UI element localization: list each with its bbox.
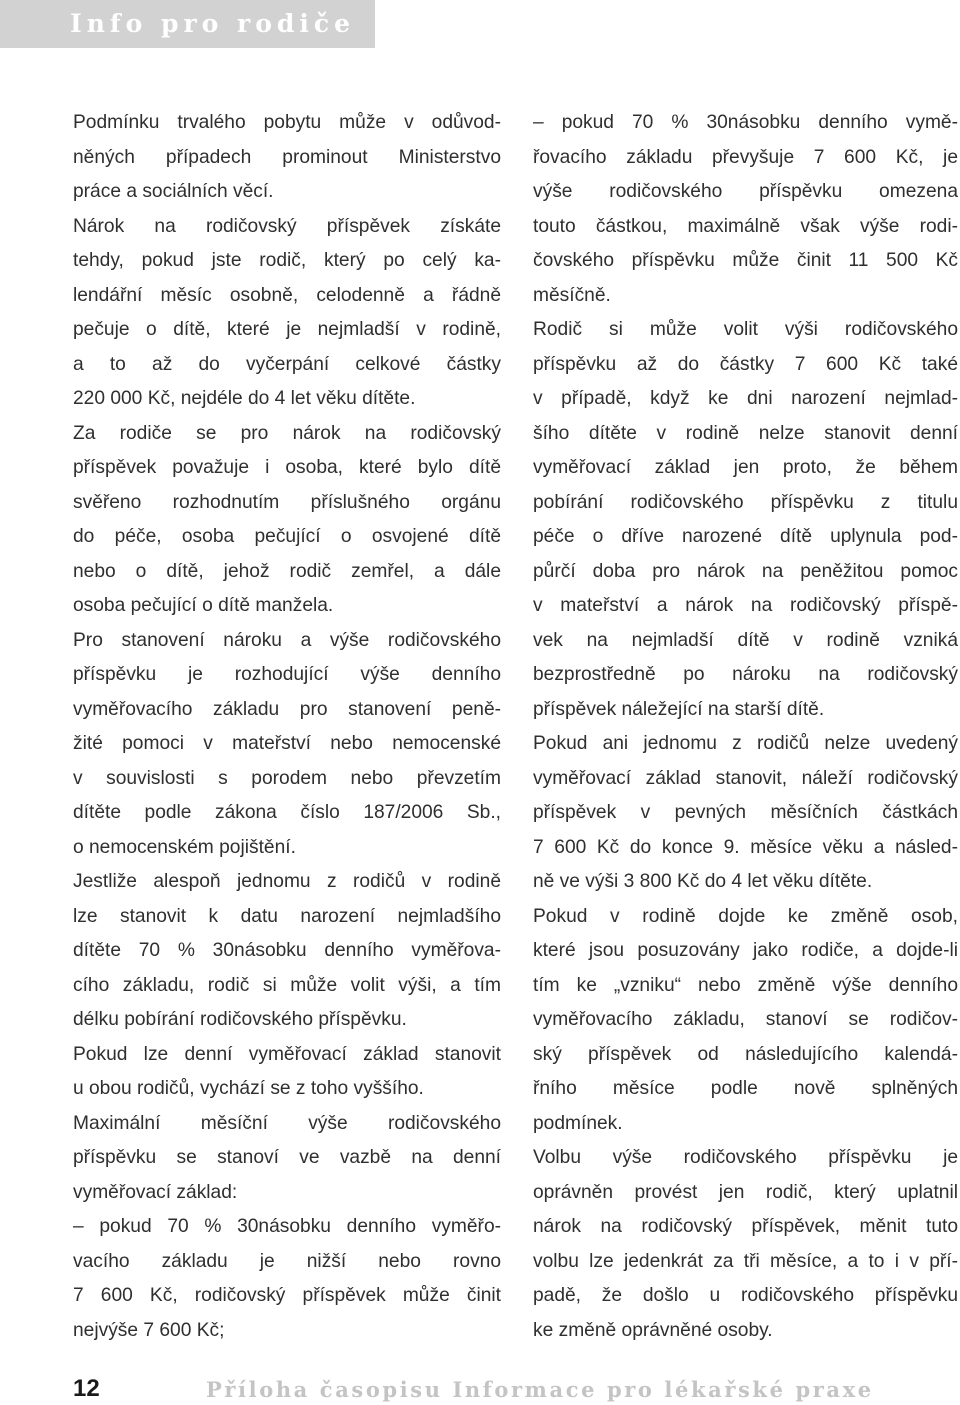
text-line: vek na nejmladší dítě v rodině vzniká <box>533 629 958 651</box>
text-line: Jestliže alespoň jednomu z rodičů v rodině <box>73 871 501 892</box>
text-line: Pokud ani jednomu z rodičů nelze uvedený <box>533 733 958 754</box>
text-line: cího základu, rodič si může volit výši, a tím <box>73 974 501 996</box>
text-line: dítěte 70 % 30násobku denního vyměřova- <box>73 940 501 961</box>
text-line: Pokud lze denní vyměřovací základ stanovit <box>73 1043 501 1065</box>
text-line: nebo o dítě, jehož rodič zemřel, a dále <box>73 560 501 582</box>
right-text-column <box>533 106 958 1348</box>
text-line: ke změně oprávněné osoby. <box>533 1319 773 1341</box>
text-line: vyměřovacího základu, stanoví se rodičov- <box>533 1009 958 1030</box>
text-line: půrčí doba pro nárok na peněžitou pomoc <box>533 560 958 582</box>
text-line: příspěvku se stanoví ve vazbě na denní <box>73 1147 501 1168</box>
text-line: touto částkou, maximálně však výše rodi- <box>533 215 958 237</box>
text-line: čovského příspěvku může činit 11 500 Kč <box>533 250 958 271</box>
text-line: Pokud v rodině dojde ke změně osob, <box>533 905 958 927</box>
text-line: v mateřství a nárok na rodičovský příspě- <box>533 595 958 616</box>
text-line: svěřeno rozhodnutím příslušného orgánu <box>73 491 501 513</box>
text-line: v souvislosti s porodem nebo převzetím <box>73 767 501 789</box>
text-line: padě, že došlo u rodičovského příspěvku <box>533 1285 958 1306</box>
text-line: příspěvek náležející na starší dítě. <box>533 698 825 720</box>
text-line: řního měsíce podle nově splněných <box>533 1078 958 1099</box>
text-line: 7 600 Kč do konce 9. měsíce věku a násled- <box>533 836 958 858</box>
text-line: 7 600 Kč, rodičovský příspěvek může činit <box>73 1285 501 1306</box>
text-line: tehdy, pokud jste rodič, který po celý ka- <box>73 250 501 271</box>
text-line: v případě, když ke dni narození nejmlad- <box>533 388 958 409</box>
text-line: Podmínku trvalého pobytu může v odůvod- <box>73 112 501 133</box>
text-line: vyměřovacího základu pro stanovení peně- <box>73 698 501 720</box>
text-line: pečuje o dítě, které je nejmladší v rodině, <box>73 319 501 340</box>
text-line: příspěvku je rozhodující výše denního <box>73 664 501 685</box>
text-line: ský příspěvek od následujícího kalendá- <box>533 1043 958 1065</box>
text-line: šího dítěte v rodině nelze stanovit denní <box>533 422 958 444</box>
text-line: žité pomoci v mateřství nebo nemocenské <box>73 733 501 754</box>
text-line: u obou rodičů, vychází se z toho vyššího. <box>73 1078 424 1099</box>
footer-caption: Příloha časopisu Informace pro lékařské praxe <box>206 1377 874 1402</box>
left-text-column <box>73 106 501 1348</box>
text-line: volbu lze jedenkrát za tři měsíce, a to i v pří- <box>533 1250 958 1272</box>
text-line: 220 000 Kč, nejdéle do 4 let věku dítěte. <box>73 388 416 409</box>
text-line: příspěvek považuje i osoba, které bylo dítě <box>73 457 501 478</box>
text-line: nárok na rodičovský příspěvek, měnit tuto <box>533 1216 958 1237</box>
text-line: vyměřovací základ jen proto, že během <box>533 457 958 478</box>
text-line: tím ke „vzniku“ nebo změně výše denního <box>533 974 958 996</box>
text-line: vacího základu je nižší nebo rovno <box>73 1250 501 1272</box>
section-title: Info pro rodiče <box>70 9 355 38</box>
text-line: – pokud 70 % 30násobku denního vyměřo- <box>73 1216 501 1237</box>
text-line: ně ve výši 3 800 Kč do 4 let věku dítěte. <box>533 871 873 892</box>
text-line: o nemocenském pojištění. <box>73 836 296 858</box>
text-line: péče o dříve narozené dítě uplynula pod- <box>533 526 958 547</box>
text-line: osoba pečující o dítě manžela. <box>73 595 334 616</box>
text-line: – pokud 70 % 30násobku denního vymě- <box>533 112 958 133</box>
text-line: vyměřovací základ: <box>73 1181 238 1203</box>
text-line: něných případech prominout Ministerstvo <box>73 146 501 168</box>
text-line: Rodič si může volit výši rodičovského <box>533 319 958 340</box>
text-line: pobírání rodičovského příspěvku z titulu <box>533 491 958 513</box>
text-line: oprávněn provést jen rodič, který uplatnil <box>533 1181 958 1203</box>
text-line: práce a sociálních věcí. <box>73 181 274 202</box>
text-line: příspěvku až do částky 7 600 Kč také <box>533 353 958 375</box>
text-line: Maximální měsíční výše rodičovského <box>73 1112 501 1134</box>
text-line: měsíčně. <box>533 284 611 306</box>
text-line: nejvýše 7 600 Kč; <box>73 1319 225 1341</box>
text-line: Volbu výše rodičovského příspěvku je <box>533 1147 958 1168</box>
text-line: příspěvek v pevných měsíčních částkách <box>533 802 958 823</box>
text-line: Pro stanovení nároku a výše rodičovského <box>73 629 501 651</box>
text-line: podmínek. <box>533 1112 623 1134</box>
text-line: bezprostředně po nároku na rodičovský <box>533 664 958 685</box>
text-line: řovacího základu převyšuje 7 600 Kč, je <box>533 146 958 168</box>
text-line: Nárok na rodičovský příspěvek získáte <box>73 215 501 237</box>
text-line: lendářní měsíc osobně, celodenně a řádně <box>73 284 501 306</box>
page-number: 12 <box>73 1375 100 1402</box>
text-line: Za rodiče se pro nárok na rodičovský <box>73 422 501 444</box>
text-line: a to až do vyčerpání celkové částky <box>73 353 501 375</box>
text-line: dítěte podle zákona číslo 187/2006 Sb., <box>73 802 501 823</box>
text-line: délku pobírání rodičovského příspěvku. <box>73 1009 407 1030</box>
text-line: vyměřovací základ stanovit, náleží rodičovský <box>533 767 958 789</box>
text-line: lze stanovit k datu narození nejmladšího <box>73 905 501 927</box>
text-line: do péče, osoba pečující o osvojené dítě <box>73 526 501 547</box>
text-line: výše rodičovského příspěvku omezena <box>533 181 958 202</box>
text-line: které jsou posuzovány jako rodiče, a dojde-li <box>533 940 958 961</box>
